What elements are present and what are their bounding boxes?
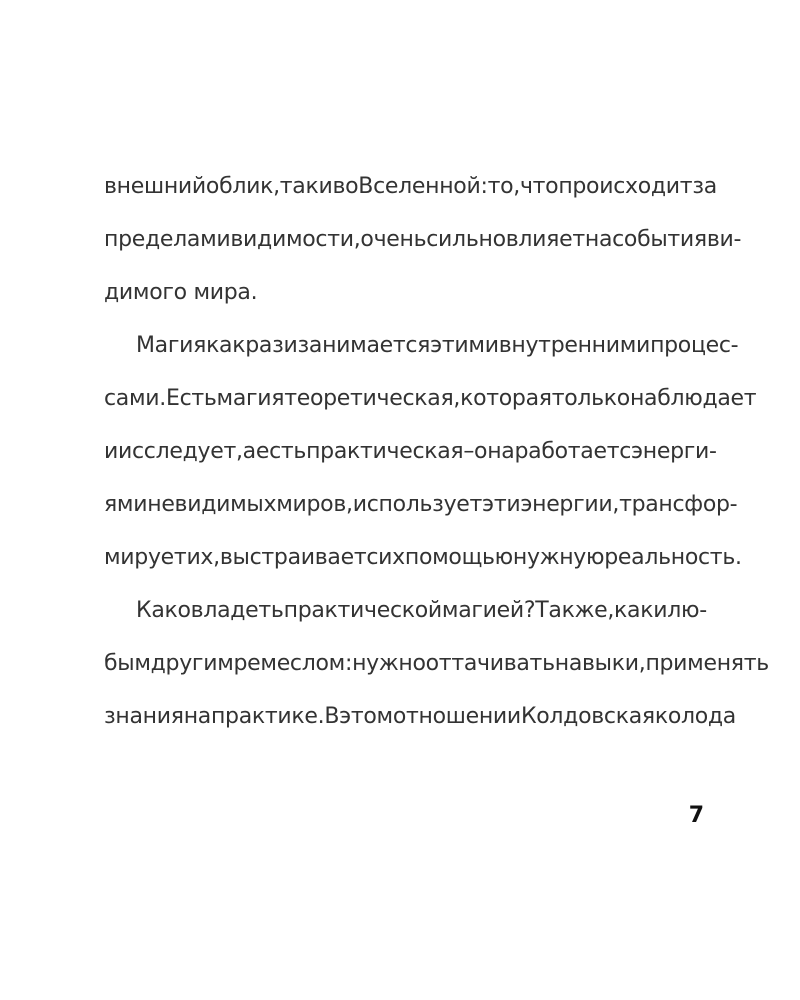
text-line: знания на практике. В этом отношении Колдовская колода xyxy=(104,704,736,729)
body-text xyxy=(104,160,769,743)
page-number: 7 xyxy=(688,803,704,828)
text-line: и исследует, а есть практическая – она работает с энерги- xyxy=(104,439,717,464)
text-line: бым другим ремеслом: нужно оттачивать навыки, применять xyxy=(104,651,769,676)
text-line: ями невидимых миров, использует эти энергии, трансфор- xyxy=(104,492,738,517)
text-line: димого мира. xyxy=(104,280,258,305)
text-line: сами. Есть магия теоретическая, которая только наблюдает xyxy=(104,386,757,411)
text-line: внешний облик, так и во Вселенной: то, что происходит за xyxy=(104,174,717,199)
text-line: мирует их, выстраивает с их помощью нужную реальность. xyxy=(104,545,742,570)
text-line: пределами видимости, очень сильно влияет на события ви- xyxy=(104,227,742,252)
text-line: Магия как раз и занимается этими внутренними процес- xyxy=(136,333,739,358)
text-line: Как овладеть практической магией? Так же, как и лю- xyxy=(136,598,707,623)
